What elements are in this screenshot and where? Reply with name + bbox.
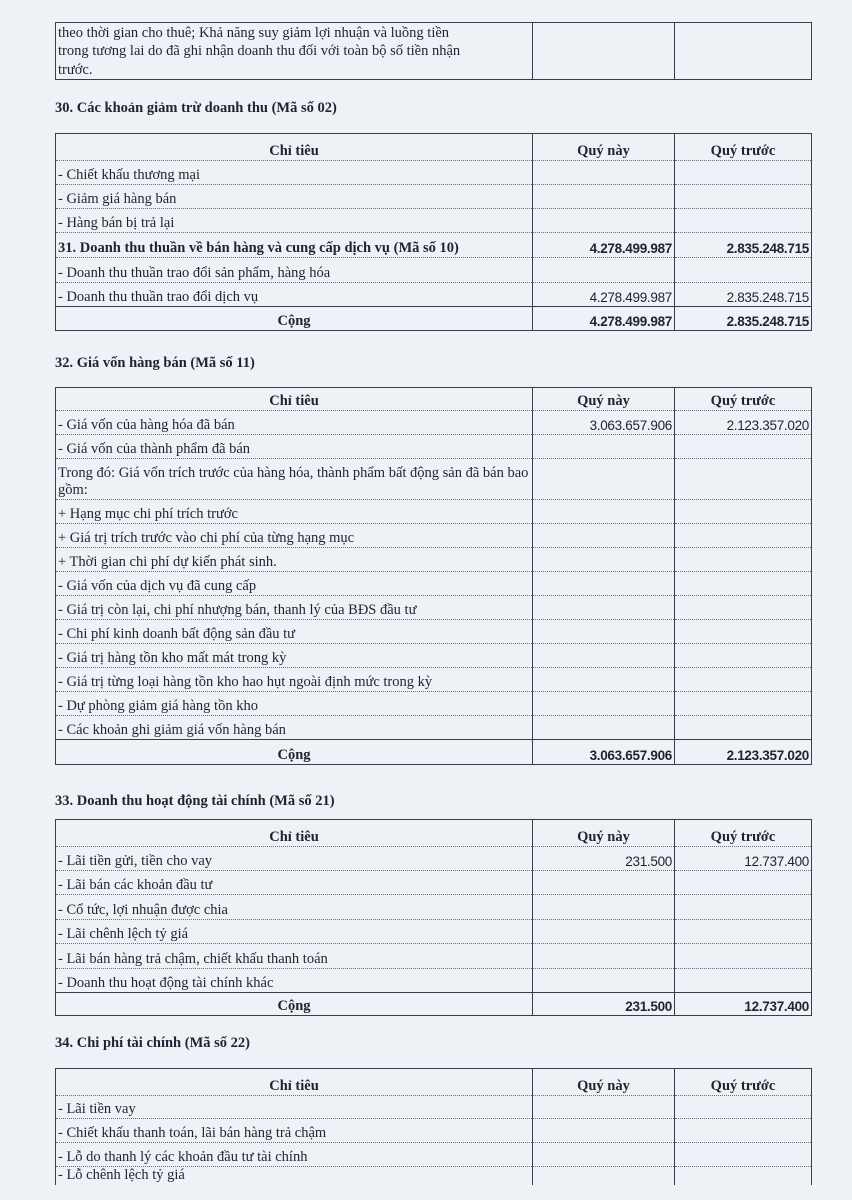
section-32-table: [55, 387, 812, 765]
value-prev-quarter: [675, 716, 812, 740]
value-this-quarter: [533, 572, 675, 596]
row-label: - Giảm giá hàng bán: [56, 185, 533, 209]
value-this-quarter: [533, 644, 675, 668]
row-label: Trong đó: Giá vốn trích trước của hàng hóa, thành phẩm bất động sản đã bán bao gồm:: [56, 459, 533, 500]
table-row: [56, 871, 812, 895]
value-this-quarter: [533, 668, 675, 692]
value-prev-quarter: [675, 920, 812, 944]
row-label: - Lãi tiền gửi, tiền cho vay: [56, 847, 533, 871]
value-prev-quarter: [675, 969, 812, 993]
section-32-title: 32. Giá vốn hàng bán (Mã số 11): [55, 355, 255, 371]
value-this-quarter: [533, 716, 675, 740]
col-header-indicator: Chỉ tiêu: [56, 1069, 533, 1096]
row-label: - Các khoản ghi giảm giá vốn hàng bán: [56, 716, 533, 740]
value-this-quarter: [533, 185, 675, 209]
row-label: + Hạng mục chi phí trích trước: [56, 500, 533, 524]
col-header-indicator: Chỉ tiêu: [56, 134, 533, 161]
table-row: [56, 1096, 812, 1119]
value-this-quarter: [533, 459, 675, 500]
total-row: [56, 993, 812, 1016]
cell-empty: [533, 23, 675, 80]
value-this-quarter: [533, 548, 675, 572]
row-label: - Giá vốn của hàng hóa đã bán: [56, 411, 533, 435]
table-row: [56, 847, 812, 871]
value-this-quarter: [533, 161, 675, 185]
text-line: theo thời gian cho thuê; Khả năng suy giảm lợi nhuận và luồng tiền: [58, 24, 450, 41]
col-header-prev-quarter: Quý trước: [675, 820, 812, 847]
value-this-quarter: [533, 1096, 675, 1119]
col-header-this-quarter: Quý này: [533, 388, 675, 411]
section-33-title: 33. Doanh thu hoạt động tài chính (Mã số 21): [55, 793, 335, 809]
table-row: [56, 620, 812, 644]
total-prev-quarter: 2.835.248.715: [675, 307, 812, 331]
total-prev-quarter: 2.123.357.020: [675, 740, 812, 765]
table-row-partial: [56, 1167, 812, 1185]
table-row: [56, 411, 812, 435]
value-prev-quarter: [675, 668, 812, 692]
total-this-quarter: 3.063.657.906: [533, 740, 675, 765]
value-this-quarter: [533, 500, 675, 524]
table-row: [56, 895, 812, 920]
header-row: [56, 820, 812, 847]
value-this-quarter: [533, 435, 675, 459]
value-prev-quarter: [675, 620, 812, 644]
value-prev-quarter: [675, 161, 812, 185]
value-prev-quarter: [675, 548, 812, 572]
row-label: + Thời gian chi phí dự kiến phát sinh.: [56, 548, 533, 572]
section-31-row: [56, 233, 812, 258]
value-prev-quarter: [675, 572, 812, 596]
value-prev-quarter: [675, 459, 812, 500]
section-30-table: [55, 133, 812, 331]
table-row: [56, 644, 812, 668]
value-prev-quarter: [675, 1143, 812, 1167]
col-header-prev-quarter: Quý trước: [675, 1069, 812, 1096]
value-prev-quarter: [675, 1119, 812, 1143]
value-this-quarter: [533, 920, 675, 944]
row-label: - Giá trị hàng tồn kho mất mát trong kỳ: [56, 644, 533, 668]
value-this-quarter: [533, 944, 675, 969]
value-prev-quarter: [675, 435, 812, 459]
col-header-this-quarter: Quý này: [533, 134, 675, 161]
row-label: - Giá vốn của dịch vụ đã cung cấp: [56, 572, 533, 596]
table-row: [56, 185, 812, 209]
table-row: [56, 596, 812, 620]
row-label: - Doanh thu hoạt động tài chính khác: [56, 969, 533, 993]
header-row: [56, 388, 812, 411]
value-this-quarter: [533, 692, 675, 716]
value-this-quarter: [533, 258, 675, 283]
header-row: [56, 134, 812, 161]
total-this-quarter: 231.500: [533, 993, 675, 1016]
header-row: [56, 1069, 812, 1096]
table-row: [56, 1143, 812, 1167]
table-row: [56, 524, 812, 548]
total-label: Cộng: [56, 740, 533, 765]
row-label: - Doanh thu thuần trao đổi dịch vụ: [56, 283, 533, 307]
table-row: [56, 500, 812, 524]
total-label: Cộng: [56, 993, 533, 1016]
section-34-table: [55, 1068, 812, 1185]
value-prev-quarter: [675, 944, 812, 969]
continuation-table: [55, 22, 812, 80]
section-31-title: 31. Doanh thu thuần về bán hàng và cung cấp dịch vụ (Mã số 10): [56, 233, 533, 258]
total-row: [56, 740, 812, 765]
value-this-quarter: [533, 1167, 675, 1185]
value-prev-quarter: 2.835.248.715: [675, 233, 812, 258]
table-row: [56, 716, 812, 740]
table-row: [56, 23, 812, 80]
total-prev-quarter: 12.737.400: [675, 993, 812, 1016]
continuation-text: [56, 23, 533, 80]
col-header-this-quarter: Quý này: [533, 820, 675, 847]
value-prev-quarter: [675, 258, 812, 283]
table-row: [56, 435, 812, 459]
value-this-quarter: [533, 524, 675, 548]
table-row: [56, 572, 812, 596]
value-prev-quarter: 2.835.248.715: [675, 283, 812, 307]
row-label: - Lỗ do thanh lý các khoản đầu tư tài chính: [56, 1143, 533, 1167]
value-prev-quarter: [675, 644, 812, 668]
value-this-quarter: [533, 596, 675, 620]
row-label: - Lỗ chênh lệch tỷ giá: [56, 1167, 533, 1185]
value-prev-quarter: [675, 692, 812, 716]
value-prev-quarter: [675, 1167, 812, 1185]
value-this-quarter: [533, 209, 675, 233]
value-this-quarter: [533, 895, 675, 920]
table-row: [56, 258, 812, 283]
row-label: - Dự phòng giảm giá hàng tồn kho: [56, 692, 533, 716]
col-header-prev-quarter: Quý trước: [675, 134, 812, 161]
value-this-quarter: 231.500: [533, 847, 675, 871]
section-33-table: [55, 819, 812, 1016]
text-line: trước.: [58, 61, 93, 78]
value-prev-quarter: [675, 185, 812, 209]
value-this-quarter: 3.063.657.906: [533, 411, 675, 435]
col-header-prev-quarter: Quý trước: [675, 388, 812, 411]
value-prev-quarter: [675, 1096, 812, 1119]
row-label: - Lãi bán các khoản đầu tư: [56, 871, 533, 895]
table-row: [56, 209, 812, 233]
value-this-quarter: [533, 969, 675, 993]
row-label: - Giá vốn của thành phẩm đã bán: [56, 435, 533, 459]
value-prev-quarter: 2.123.357.020: [675, 411, 812, 435]
row-label: + Giá trị trích trước vào chi phí của từng hạng mục: [56, 524, 533, 548]
value-this-quarter: [533, 871, 675, 895]
value-prev-quarter: [675, 209, 812, 233]
total-this-quarter: 4.278.499.987: [533, 307, 675, 331]
section-34-title: 34. Chi phí tài chính (Mã số 22): [55, 1035, 250, 1051]
value-this-quarter: [533, 1143, 675, 1167]
text-line: trong tương lai do đã ghi nhận doanh thu đối với toàn bộ số tiền nhận: [58, 43, 461, 59]
table-row: [56, 548, 812, 572]
row-label: - Giá trị từng loại hàng tồn kho hao hụt ngoài định mức trong kỳ: [56, 668, 533, 692]
row-label: - Giá trị còn lại, chi phí nhượng bán, thanh lý của BĐS đầu tư: [56, 596, 533, 620]
table-row: [56, 668, 812, 692]
cell-empty: [675, 23, 812, 80]
row-label: - Lãi chênh lệch tỷ giá: [56, 920, 533, 944]
value-prev-quarter: [675, 895, 812, 920]
row-label: - Lãi bán hàng trả chậm, chiết khấu thanh toán: [56, 944, 533, 969]
table-row: [56, 969, 812, 993]
col-header-indicator: Chỉ tiêu: [56, 820, 533, 847]
table-row: [56, 459, 812, 500]
table-row: [56, 1119, 812, 1143]
table-row: [56, 692, 812, 716]
row-label: - Chiết khấu thanh toán, lãi bán hàng trả chậm: [56, 1119, 533, 1143]
value-prev-quarter: [675, 871, 812, 895]
col-header-this-quarter: Quý này: [533, 1069, 675, 1096]
col-header-indicator: Chỉ tiêu: [56, 388, 533, 411]
value-this-quarter: [533, 1119, 675, 1143]
row-label: - Chi phí kinh doanh bất động sản đầu tư: [56, 620, 533, 644]
table-row: [56, 920, 812, 944]
value-prev-quarter: [675, 524, 812, 548]
row-label: - Lãi tiền vay: [56, 1096, 533, 1119]
row-label: - Chiết khấu thương mại: [56, 161, 533, 185]
table-row: [56, 161, 812, 185]
value-this-quarter: [533, 620, 675, 644]
value-prev-quarter: 12.737.400: [675, 847, 812, 871]
row-label: - Hàng bán bị trả lại: [56, 209, 533, 233]
table-row: [56, 283, 812, 307]
total-row: [56, 307, 812, 331]
total-label: Cộng: [56, 307, 533, 331]
value-prev-quarter: [675, 596, 812, 620]
section-30-title: 30. Các khoản giảm trừ doanh thu (Mã số 02): [55, 100, 337, 116]
row-label: - Doanh thu thuần trao đổi sản phẩm, hàng hóa: [56, 258, 533, 283]
value-this-quarter: 4.278.499.987: [533, 233, 675, 258]
value-this-quarter: 4.278.499.987: [533, 283, 675, 307]
value-prev-quarter: [675, 500, 812, 524]
table-row: [56, 944, 812, 969]
row-label: - Cổ tức, lợi nhuận được chia: [56, 895, 533, 920]
